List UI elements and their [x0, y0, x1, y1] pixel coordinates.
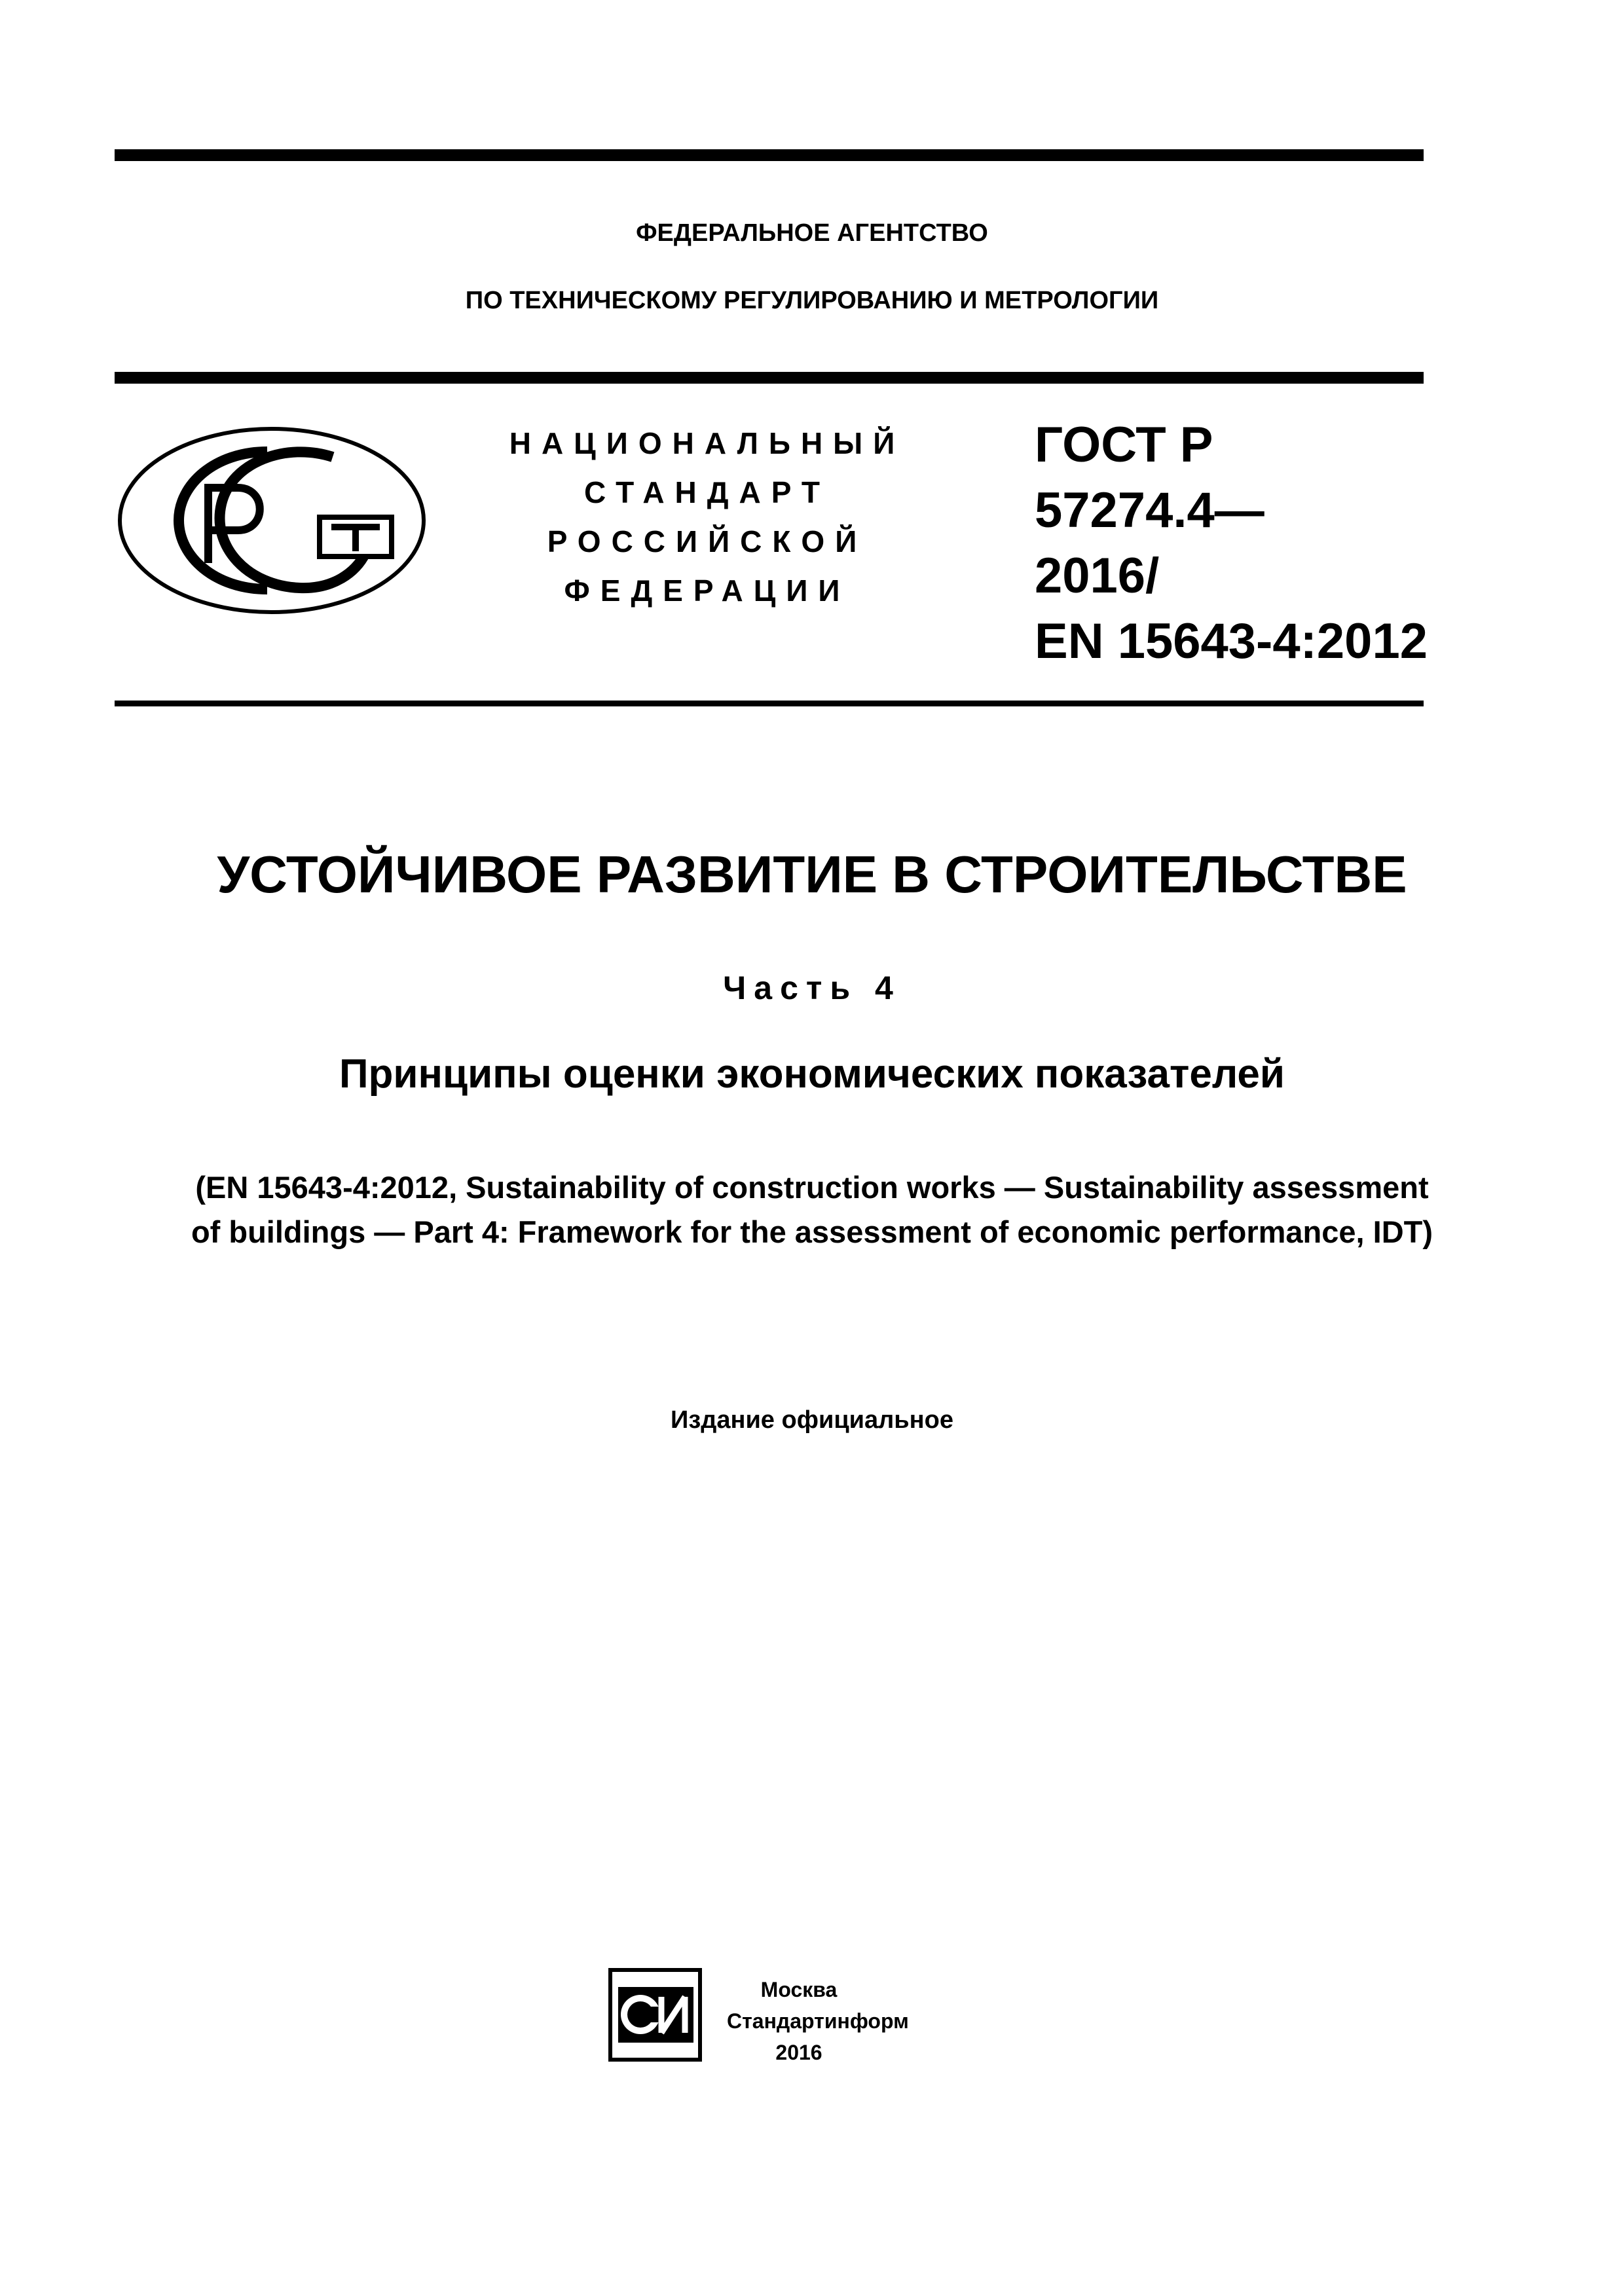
- agency-line-2: ПО ТЕХНИЧЕСКОМУ РЕГУЛИРОВАНИЮ И МЕТРОЛОГИИ: [465, 287, 1159, 314]
- document-subtitle: Принципы оценки экономических показателей: [339, 1051, 1285, 1097]
- agency-line-1: ФЕДЕРАЛЬНОЕ АГЕНТСТВО: [636, 219, 988, 247]
- national-line: НАЦИОНАЛЬНЫЙ: [509, 426, 906, 460]
- top-rule: [115, 149, 1424, 161]
- publisher-year: 2016: [775, 2041, 822, 2064]
- designation-line: 2016/: [1035, 548, 1160, 604]
- header-rule: [115, 372, 1424, 384]
- en-reference: [0, 1165, 1624, 1254]
- designation-line: EN 15643-4:2012: [1035, 613, 1428, 669]
- part-number: Часть 4: [723, 970, 901, 1006]
- en-reference-line: of buildings — Part 4: Framework for the assessment of economic performance, IDT): [191, 1214, 1433, 1249]
- publisher-logo-icon: [608, 1967, 703, 2062]
- national-line: ФЕДЕРАЦИИ: [564, 574, 851, 608]
- standard-designation: [1035, 412, 1428, 674]
- national-standard-label: [485, 419, 930, 615]
- edition-label: Издание официальное: [671, 1406, 953, 1434]
- designation-line: ГОСТ Р: [1035, 417, 1213, 473]
- publisher-city: Москва: [760, 1978, 838, 2001]
- header-bottom-rule: [115, 701, 1424, 706]
- publisher-block: [727, 1974, 909, 2068]
- national-line: СТАНДАРТ: [584, 475, 830, 509]
- publisher-name: Стандартинформ: [727, 2009, 909, 2033]
- national-line: РОССИЙСКОЙ: [547, 524, 868, 558]
- document-title: УСТОЙЧИВОЕ РАЗВИТИЕ В СТРОИТЕЛЬСТВЕ: [217, 845, 1407, 903]
- en-reference-line: (EN 15643-4:2012, Sustainability of construction works — Sustainability assessment: [195, 1170, 1429, 1205]
- gost-r-logo-icon: [117, 426, 428, 615]
- designation-line: 57274.4—: [1035, 483, 1264, 538]
